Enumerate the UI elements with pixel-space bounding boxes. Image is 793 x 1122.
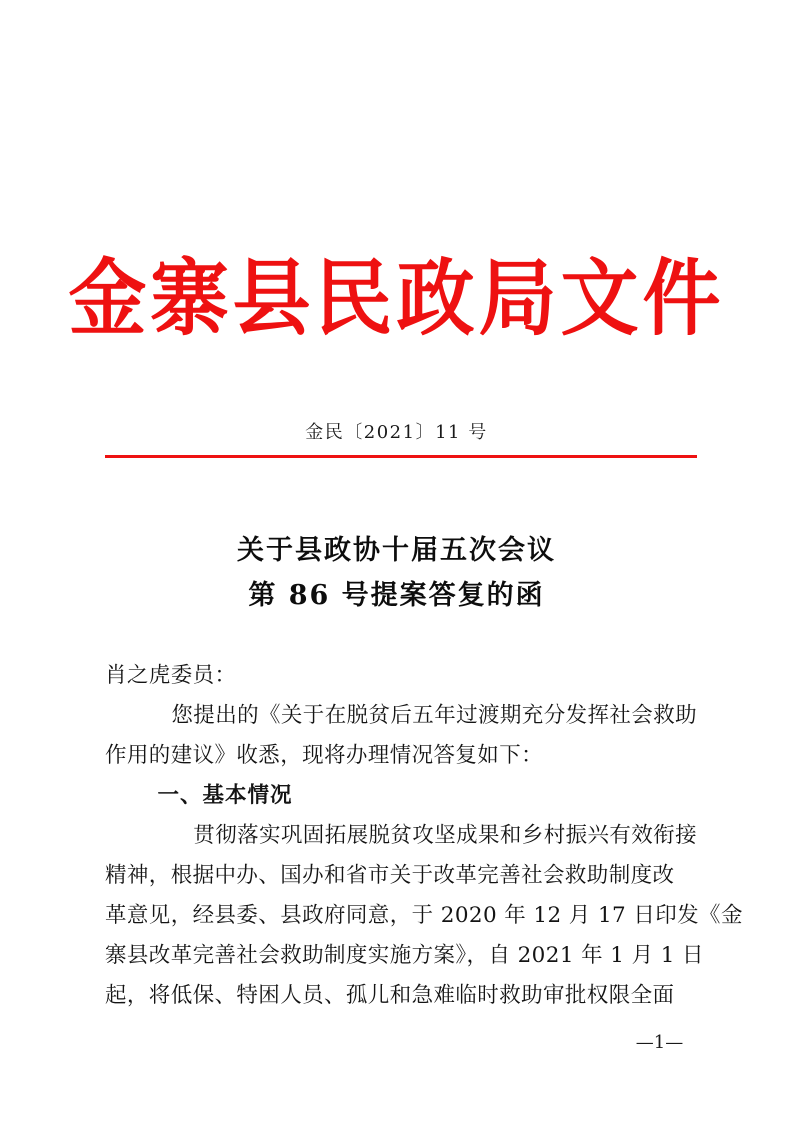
paragraph-basic-situation-line-4: 寨县改革完善社会救助制度实施方案》，自 2021 年 1 月 1 日	[105, 943, 704, 968]
paragraph-basic-situation-line-3: 革意见，经县委、县政府同意，于 2020 年 12 月 17 日印发《金	[105, 903, 743, 928]
paragraph-basic-situation-line-1	[105, 816, 697, 856]
document-serial-number: 金民〔2021〕11 号	[305, 422, 488, 443]
footer-page-number-text: —1—	[635, 1032, 684, 1053]
document-body	[105, 656, 743, 1016]
paragraph-opening	[105, 696, 697, 776]
section-heading-1-text: 一、基本情况	[157, 783, 293, 808]
paragraph-basic-situation-line-2: 精神，根据中办、国办和省市关于改革完善社会救助制度改	[105, 863, 675, 888]
paragraph-opening-line-1-text: 您提出的《关于在脱贫后五年过渡期充分发挥社会救助	[171, 703, 697, 728]
masthead	[0, 250, 793, 348]
section-heading-1	[105, 776, 697, 816]
masthead-title: 金寨县民政局文件	[68, 250, 725, 348]
paragraph-opening-line-2: 作用的建议》收悉，现将办理情况答复如下：	[105, 743, 544, 768]
footer-page-number	[0, 1032, 793, 1053]
paragraph-basic-situation-line-1-text: 贯彻落实巩固拓展脱贫攻坚成果和乡村振兴有效衔接	[193, 823, 697, 848]
document-title	[0, 528, 793, 618]
document-title-line-2: 第 86 号提案答复的函	[248, 580, 545, 611]
document-title-line-1: 关于县政协十届五次会议	[237, 535, 556, 566]
red-separator-rule	[105, 455, 697, 458]
first-line-indent	[105, 696, 149, 736]
paragraph-basic-situation	[105, 816, 743, 1016]
paragraph-opening-line-1	[105, 696, 697, 736]
salutation: 肖之虎委员：	[105, 663, 237, 688]
first-line-indent	[105, 816, 149, 856]
paragraph-basic-situation-line-5: 起，将低保、特困人员、孤儿和急难临时救助审批权限全面	[105, 983, 675, 1008]
